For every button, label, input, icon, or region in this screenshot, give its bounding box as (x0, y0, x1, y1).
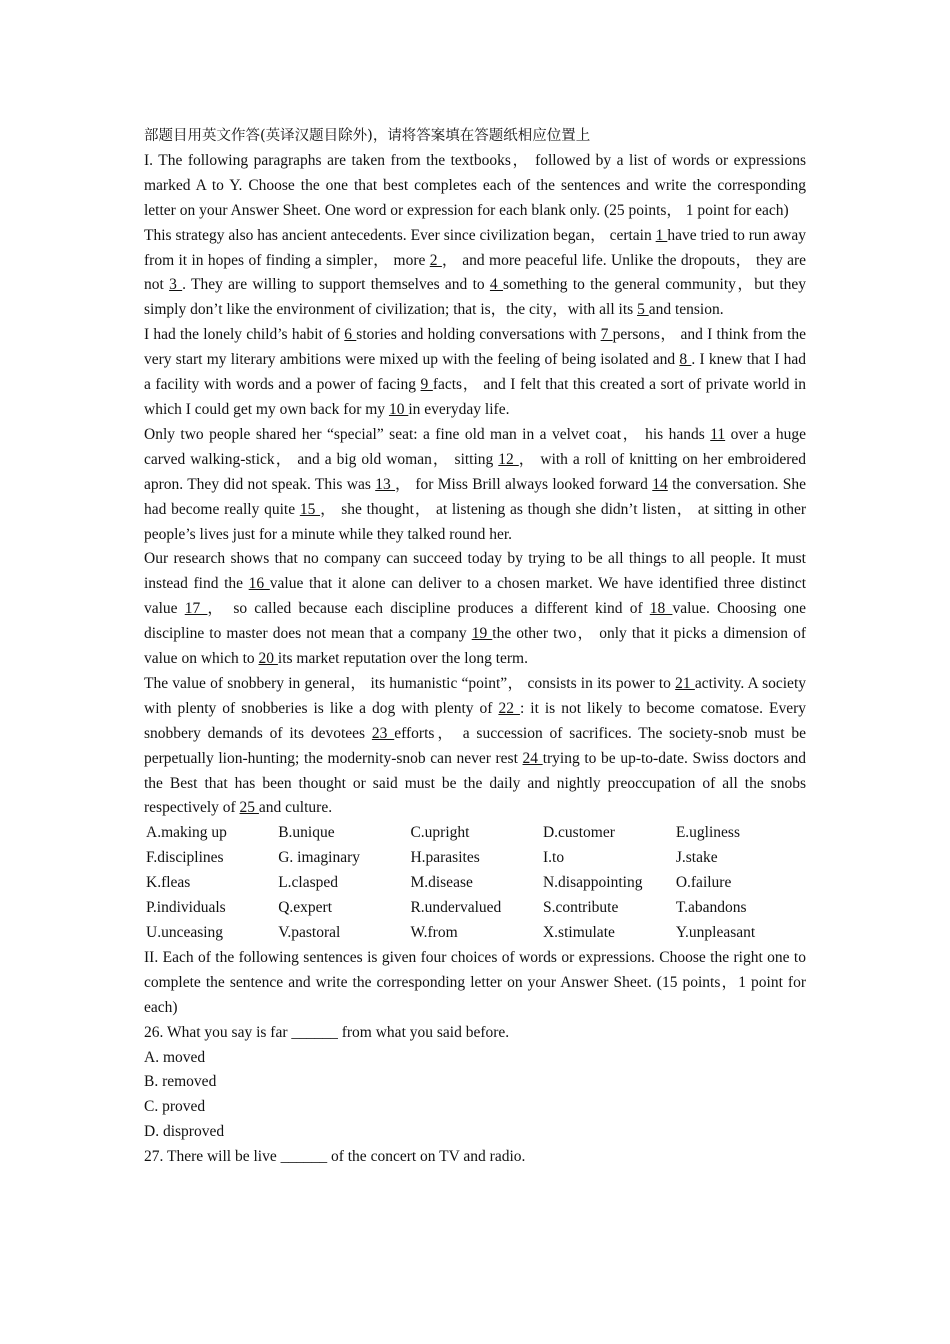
choice-row (144, 921, 806, 946)
answer-option: B. removed (144, 1073, 217, 1091)
cloze-paragraph (144, 423, 806, 548)
blank-number: 13 (375, 475, 396, 493)
choice-cell: P.individuals (146, 899, 226, 917)
passage-text: activity. A society with plenty of snobberies is like a dog with plenty of (144, 674, 806, 717)
blank-number: 21 (675, 674, 695, 692)
blank-number: 6 (344, 326, 357, 344)
choice-cell: E.ugliness (675, 824, 740, 842)
passage-text: trying to be up-to-date. Swiss doctors and the Best that has been thought or said must be the daily and nightly preoccupation of all the snobs respectively of (144, 749, 806, 817)
passage-text: This strategy also has ancient antecedents. Ever since civilization began， certain (144, 226, 656, 244)
word-choice-table (144, 821, 806, 946)
question-stem: 26. What you say is far ______ from what you said before. (144, 1023, 510, 1041)
passage-text: over a huge carved walking-stick， and a big old woman， sitting (144, 425, 806, 468)
choice-cell: D.customer (542, 824, 615, 842)
blank-number: 11 (710, 425, 726, 443)
choice-cell: S.contribute (542, 899, 619, 917)
choice-cell: V.pastoral (278, 924, 341, 941)
choice-cell: N.disappointing (542, 874, 643, 892)
choice-cell: X.stimulate (542, 924, 615, 941)
choice-row (144, 896, 806, 921)
answer-option: C. proved (144, 1098, 206, 1116)
choice-row (144, 821, 806, 846)
passage-text: ， so called because each discipline produces a different kind of (207, 600, 650, 618)
choice-cell: J.stake (675, 849, 718, 867)
blank-number: 14 (652, 475, 668, 493)
choice-cell: G. imaginary (278, 849, 360, 867)
choice-cell: Q.expert (278, 899, 332, 917)
choice-cell: M.disease (410, 874, 473, 892)
choice-cell: Y.unpleasant (675, 924, 756, 941)
passage-text: ， for Miss Brill always looked forward (395, 475, 653, 493)
blank-number: 2 (429, 251, 442, 269)
blank-number: 8 (679, 351, 692, 369)
passage-text: its market reputation over the long term. (277, 650, 528, 668)
choice-cell: A.making up (146, 824, 227, 842)
blank-number: 20 (258, 650, 278, 668)
blank-number: 7 (600, 326, 613, 344)
blank-number: 25 (239, 799, 259, 817)
choice-row (144, 846, 806, 871)
blank-number: 17 (184, 600, 208, 618)
cloze-paragraph (144, 672, 806, 821)
choice-row (144, 871, 806, 896)
choice-cell: F.disciplines (146, 849, 224, 867)
blank-number: 5 (637, 301, 649, 319)
passage-text: value. Choosing one discipline to master does not mean that a company (144, 600, 807, 643)
passage-text: Only two people shared her “special” seat: a fine old man in a velvet coat， his hands (144, 425, 711, 443)
answer-option: D. disproved (144, 1123, 225, 1141)
passage-text: : it is not likely to become comatose. Every snobbery demands of its devotees (144, 699, 806, 742)
blank-number: 18 (649, 600, 673, 618)
passage-text: ， and more peaceful life. Unlike the dropouts， they are not (144, 251, 806, 294)
blank-number: 10 (388, 400, 409, 418)
passage-text: the conversation. She had become really quite (144, 475, 806, 518)
passage-text: and tension. (648, 301, 724, 319)
blank-number: 19 (471, 625, 493, 643)
passage-text: . They are willing to support themselves and to (182, 276, 490, 294)
passage-text: value that it alone can deliver to a chosen market. We have identified three distinct value (144, 575, 807, 618)
passage-text: The value of snobbery in general， its humanistic “point”， consists in its power to (144, 674, 676, 692)
passage-text: the other two， only that it picks a dimension of value on which to (144, 625, 806, 668)
blank-number: 4 (489, 276, 503, 294)
choice-cell: O.failure (675, 874, 732, 892)
passage-text: in everyday life. (408, 400, 510, 418)
cloze-passages (144, 224, 806, 822)
passage-text: persons， and I think from the very start my literary ambitions were mixed up with the feeling of being isolated and (144, 326, 807, 369)
choice-cell: K.fleas (146, 874, 191, 892)
section-2-instructions: II. Each of the following sentences is given four choices of words or expressions. Choose the right one to complete the sentence and write the corresponding letter on your Answer Sheet. (15 points，1 point for each) (144, 948, 806, 1016)
choice-cell: I.to (542, 849, 565, 867)
document-page (144, 124, 806, 1170)
cloze-paragraph (144, 323, 806, 423)
choice-cell: T.abandons (675, 899, 747, 917)
blank-number: 15 (299, 500, 321, 518)
passage-text: . I knew that I had a facility with words and a power of facing (144, 351, 806, 394)
blank-number: 3 (169, 276, 183, 294)
blank-number: 22 (498, 699, 520, 717)
multiple-choice-questions (144, 1021, 806, 1170)
blank-number: 12 (498, 450, 519, 468)
passage-text: something to the general community，but they simply don’t like the environment of civilization; that is，the city，with all its (144, 276, 807, 319)
passage-text: ， with a roll of knitting on her embroidered apron. They did not speak. This was (144, 450, 807, 493)
blank-number: 24 (522, 749, 543, 767)
blank-number: 1 (655, 226, 668, 244)
choice-cell: W.from (410, 924, 458, 941)
exam-header: 部题目用英文作答(英译汉题目除外)，请将答案填在答题纸相应位置上 (144, 128, 591, 144)
passage-text: facts， and I felt that this created a sort of private world in which I could get my own back for my (144, 376, 807, 418)
answer-option: A. moved (144, 1048, 206, 1066)
passage-text: and culture. (258, 799, 333, 817)
choice-cell: C.upright (410, 824, 470, 842)
passage-text: ， she thought， at listening as though she didn’t listen， at sitting in other people’s lives just for a minute while they talked round her. (144, 500, 806, 543)
choice-cell: R.undervalued (410, 899, 502, 917)
passage-text: efforts， a succession of sacrifices. The society-snob must be perpetually lion-hunting; the modernity-snob can never rest (144, 724, 806, 767)
blank-number: 23 (371, 724, 395, 742)
section-1-instructions: I. The following paragraphs are taken from the textbooks， followed by a list of words or expressions marked A to Y. Choose the one that best completes each of the sentences and write the corresponding letter on your Answer Sheet. One word or expression for each blank only. (25 points， 1 point for each) (144, 151, 806, 219)
choice-cell: L.clasped (278, 874, 339, 892)
passage-text: I had the lonely child’s habit of (144, 326, 345, 344)
passage-text: have tried to run away from it in hopes of finding a simpler， more (144, 226, 807, 269)
cloze-paragraph (144, 224, 806, 324)
choice-cell: B.unique (278, 824, 335, 842)
choice-cell: H.parasites (410, 849, 480, 867)
passage-text: stories and holding conversations with (356, 326, 601, 344)
question-stem: 27. There will be live ______ of the concert on TV and radio. (144, 1148, 526, 1166)
choice-cell: U.unceasing (146, 924, 224, 941)
blank-number: 9 (420, 376, 433, 394)
cloze-paragraph (144, 547, 806, 672)
passage-text: Our research shows that no company can succeed today by trying to be all things to all people. It must instead find the (144, 550, 806, 593)
blank-number: 16 (248, 575, 270, 593)
